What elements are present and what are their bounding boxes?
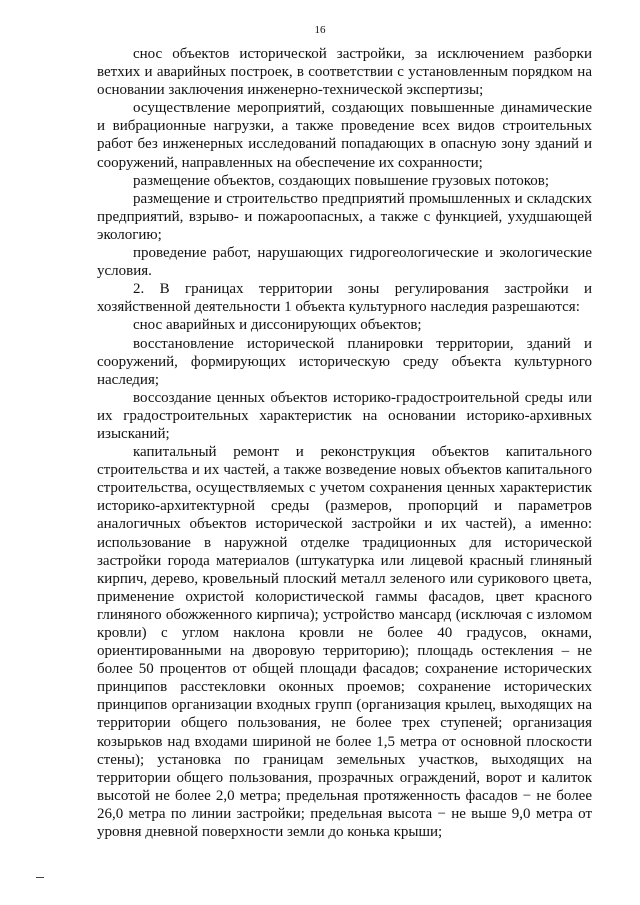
paragraph-9: воссоздание ценных объектов историко-градостроительной среды или их градостроительных характеристик на основании историко-архивных изысканий; [97, 389, 592, 442]
document-body [97, 45, 592, 841]
paragraph-2: осуществление мероприятий, создающих повышенные динамические и вибрационные нагрузки, а также проведение всех видов строительных работ без инженерных исследований попадающих в опасную зону зданий и сооружений, направленных на обеспечение их сохранности; [97, 100, 592, 171]
paragraph-5: проведение работ, нарушающих гидрогеологические и экологические условия. [97, 245, 592, 280]
footer-dash [36, 877, 44, 878]
paragraph-3: размещение объектов, создающих повышение грузовых потоков; [133, 172, 550, 189]
paragraph-10: капитальный ремонт и реконструкция объектов капитального строительства и их частей, а также возведение новых объектов капитального строительства, осуществляемых с учетом сохранения ценных характеристик историко-архитектурной среды (размеров, пропорций и параметров аналогичных объектов исторической застройки и их частей), а именно: использование в наружной отделке традиционных для исторической застройки города материалов (штукатурка или лицевой красный глиняный кирпич, дерево, кровельный плоский металл зеленого или сурикового цвета, применение охристой колористической гаммы фасадов, цвет красного глиняного обожженного кирпича); устройство мансард (исключая с изломом кровли) с углом наклона кровли не более 40 градусов, окнами, ориентированными на дворовую территорию); площадь остекления – не более 50 процентов от общей площади фасадов; сохранение исторических принципов расстекловки оконных проемов; сохранение исторических принципов организации входных групп (организация крылец, выходящих на территории общего пользования, не более трех ступеней; организация козырьков над входами шириной не более 1,5 метра от основной плоскости стены); установка по границам земельных участков, выходящих на территории общего пользования, прозрачных ограждений, ворот и калиток высотой не более 2,0 метра; предельная протяженность фасадов − не более 26,0 метра по линии застройки; предельная высота − не выше 9,0 метра от уровня дневной поверхности земли до конька крыши; [97, 444, 592, 841]
paragraph-8: восстановление исторической планировки территории, зданий и сооружений, формирующих историческую среду объекта культурного наследия; [97, 335, 592, 388]
paragraph-1: снос объектов исторической застройки, за исключением разборки ветхих и аварийных построек, в соответствии с установленным порядком на основании заключения инженерно-технической экспертизы; [97, 46, 592, 99]
paragraph-4: размещение и строительство предприятий промышленных и складских предприятий, взрыво- и пожароопасных, а также с функцией, ухудшающей экологию; [97, 190, 592, 243]
paragraph-7: снос аварийных и диссонирующих объектов; [133, 317, 422, 334]
paragraph-6: 2. В границах территории зоны регулирования застройки и хозяйственной деятельности 1 объекта культурного наследия разрешаются: [97, 281, 592, 316]
page-number: 16 [314, 24, 326, 36]
